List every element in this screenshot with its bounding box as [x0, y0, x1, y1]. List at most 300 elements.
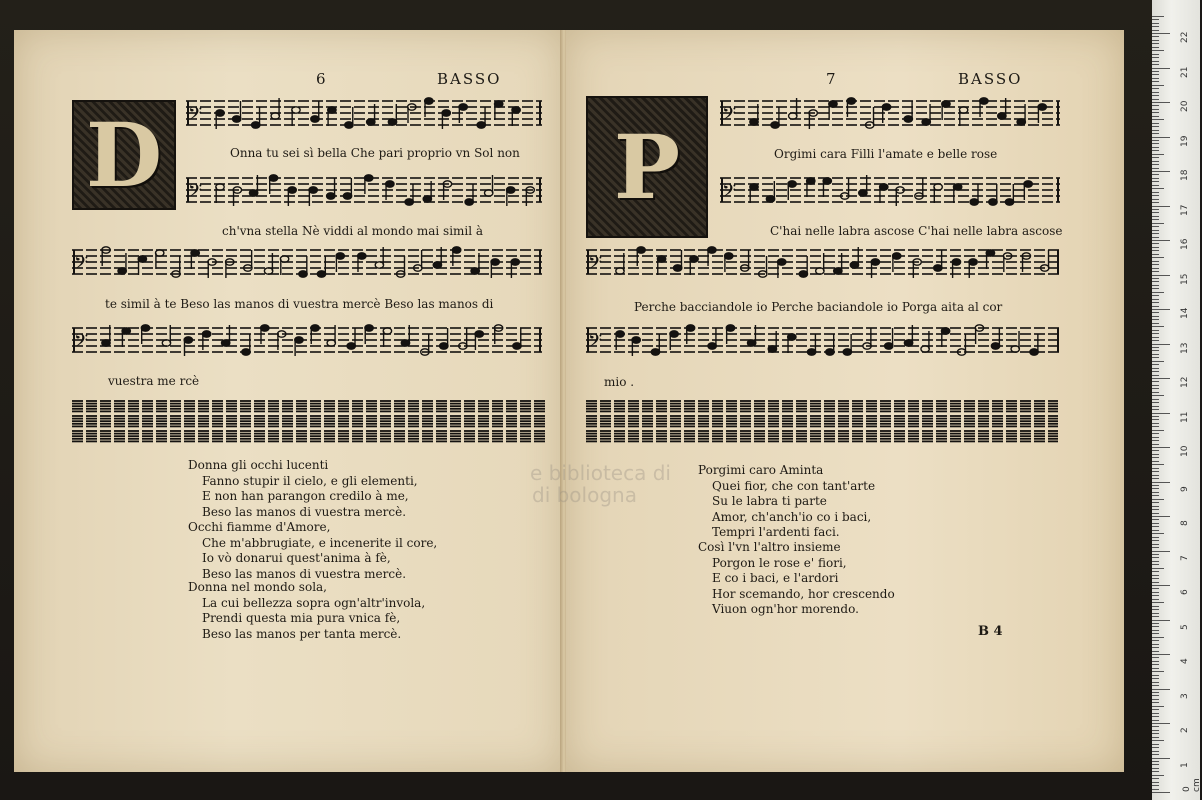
ruler-tick — [1152, 254, 1159, 255]
note-head — [725, 253, 733, 259]
ruler-tick — [1152, 602, 1164, 603]
ruler-tick — [1152, 592, 1159, 593]
ruler-tick — [1152, 595, 1159, 596]
clef-icon: 𝄢 — [74, 331, 89, 356]
ruler-tick — [1152, 388, 1159, 389]
note-head — [425, 98, 433, 104]
right-lyric-3: Perche bacciandole io Perche baciandole io Porga aita al cor — [634, 300, 1003, 314]
note-head — [1038, 104, 1046, 110]
ruler-tick — [1152, 81, 1159, 82]
note-head — [343, 193, 351, 199]
note-head — [242, 349, 250, 355]
ruler-tick — [1152, 250, 1159, 251]
ruler-tick — [1152, 716, 1159, 717]
note-head — [475, 331, 483, 337]
right-staff-1 — [720, 93, 1060, 141]
ruler-tick — [1152, 306, 1159, 307]
ruler-tick — [1152, 778, 1159, 779]
ruler-tick — [1152, 326, 1164, 327]
ruler-tick — [1152, 530, 1159, 531]
note-head — [269, 175, 277, 181]
note-head — [328, 107, 336, 113]
left-blank-staff — [72, 397, 548, 443]
note-head — [885, 343, 893, 349]
note-head — [216, 110, 224, 116]
note-head — [969, 259, 977, 265]
note-head — [288, 187, 296, 193]
ruler-tick — [1152, 61, 1159, 62]
ruler-tick — [1152, 78, 1159, 79]
ruler-tick — [1152, 747, 1159, 748]
ruler-tick — [1152, 733, 1159, 734]
note-head — [799, 271, 807, 277]
ruler-tick — [1152, 123, 1159, 124]
watermark-line: e biblioteca di — [530, 461, 671, 485]
note-head — [375, 262, 383, 268]
note-head — [673, 265, 681, 271]
note-head — [750, 184, 758, 190]
ruler-tick — [1152, 133, 1159, 134]
note-head — [657, 256, 665, 262]
right-initial-letter: P — [613, 115, 681, 219]
ruler-tick — [1152, 188, 1164, 189]
ruler-tick — [1152, 64, 1159, 65]
ruler-tick — [1152, 516, 1170, 517]
note-head — [118, 268, 126, 274]
note-head — [708, 247, 716, 253]
ruler-tick — [1152, 419, 1159, 420]
ruler-tick — [1152, 381, 1159, 382]
ruler-tick — [1152, 168, 1159, 169]
ruler-tick — [1152, 23, 1159, 24]
note-head — [511, 259, 519, 265]
ruler-tick — [1152, 751, 1159, 752]
ruler-tick — [1152, 620, 1170, 621]
ruler-tick — [1152, 47, 1159, 48]
note-head — [506, 187, 514, 193]
note-head — [459, 104, 467, 110]
ruler-tick — [1152, 409, 1159, 410]
ruler-label: 4 — [1180, 658, 1190, 664]
ruler-tick — [1152, 764, 1159, 765]
clef-icon: 𝄢 — [588, 253, 603, 278]
note-head — [386, 181, 394, 187]
right-page-number: 7 — [826, 70, 838, 88]
ruler-tick — [1152, 281, 1159, 282]
note-head — [317, 271, 325, 277]
note-head — [991, 343, 999, 349]
ruler-tick — [1152, 502, 1159, 503]
ruler-tick — [1152, 36, 1159, 37]
verse-line: Beso las manos per tanta mercè. — [202, 626, 402, 641]
note-head — [347, 343, 355, 349]
ruler-tick — [1152, 185, 1159, 186]
ruler-tick — [1152, 299, 1159, 300]
note-head — [807, 349, 815, 355]
ruler-tick — [1152, 447, 1170, 448]
ruler-tick — [1152, 682, 1159, 683]
note-head — [871, 259, 879, 265]
ruler-tick — [1152, 74, 1159, 75]
note-head — [1005, 199, 1013, 205]
right-initial-ornament — [586, 96, 708, 238]
ruler-tick — [1152, 640, 1159, 641]
ruler-tick — [1152, 702, 1159, 703]
ruler-tick — [1152, 237, 1159, 238]
ruler-tick — [1152, 585, 1170, 586]
ruler-tick — [1152, 706, 1164, 707]
note-head — [952, 259, 960, 265]
ruler-tick — [1152, 644, 1159, 645]
verse-line: Donna gli occhi lucenti — [188, 458, 329, 472]
ruler-tick — [1152, 492, 1159, 493]
note-head — [882, 104, 890, 110]
ruler-label: 8 — [1180, 520, 1190, 526]
ruler-tick — [1152, 330, 1159, 331]
note-head — [309, 187, 317, 193]
ruler-label: 3 — [1180, 692, 1190, 699]
ruler-tick — [1152, 174, 1159, 175]
ruler-tick — [1152, 399, 1159, 400]
ruler-tick — [1152, 278, 1159, 279]
ruler-tick — [1152, 233, 1159, 234]
ruler-label: 18 — [1180, 169, 1190, 181]
ruler-tick — [1152, 43, 1159, 44]
note-head — [477, 122, 485, 128]
ruler-tick — [1152, 285, 1159, 286]
verse-line: E co i baci, e l'ardori — [712, 571, 839, 585]
ruler-tick — [1152, 740, 1164, 741]
note-head — [747, 340, 755, 346]
right-blank-staff — [586, 397, 1058, 443]
note-head — [471, 268, 479, 274]
ruler-tick — [1152, 482, 1170, 483]
ruler-tick — [1152, 402, 1159, 403]
ruler-tick — [1152, 709, 1159, 710]
ruler-label: 16 — [1180, 238, 1190, 250]
note-head — [941, 328, 949, 334]
ruler-tick — [1152, 275, 1170, 276]
ruler-tick — [1152, 230, 1159, 231]
ruler-label: 2 — [1180, 727, 1190, 733]
verse-line: Tempri l'ardenti faci. — [712, 525, 840, 539]
note-head — [232, 116, 240, 122]
note-head — [778, 259, 786, 265]
verse-line: E non han parangon credilo à me, — [202, 489, 409, 503]
note-head — [651, 349, 659, 355]
left-lyric-1: Onna tu sei sì bella Che pari proprio vn Sol non — [230, 146, 520, 160]
note-head — [768, 346, 776, 352]
ruler-tick — [1152, 295, 1159, 296]
note-head — [292, 107, 300, 113]
right-stanza-1 — [698, 463, 875, 541]
ruler-tick — [1152, 578, 1159, 579]
ruler-tick — [1152, 192, 1159, 193]
note-head — [452, 247, 460, 253]
ruler-tick — [1152, 726, 1159, 727]
note-head — [311, 116, 319, 122]
note-head — [823, 178, 831, 184]
ruler-tick — [1152, 792, 1170, 793]
ruler-tick — [1152, 354, 1159, 355]
ruler-label: 12 — [1180, 376, 1190, 388]
ruler-tick — [1152, 219, 1159, 220]
left-staff-1 — [186, 93, 542, 141]
ruler-tick — [1152, 544, 1159, 545]
ruler-tick — [1152, 571, 1159, 572]
ruler-label: 21 — [1180, 66, 1190, 78]
ruler-tick — [1152, 157, 1159, 158]
ruler-tick — [1152, 368, 1159, 369]
ruler-tick — [1152, 99, 1159, 100]
ruler-tick — [1152, 626, 1159, 627]
note-head — [122, 328, 130, 334]
ruler-tick — [1152, 668, 1159, 669]
note-head — [261, 325, 269, 331]
ruler-tick — [1152, 423, 1159, 424]
ruler-tick — [1152, 713, 1159, 714]
verse-line: Hor scemando, hor crescendo — [712, 586, 895, 601]
ruler-tick — [1152, 506, 1159, 507]
note-head — [726, 325, 734, 331]
ruler-tick — [1152, 613, 1159, 614]
note-head — [345, 122, 353, 128]
ruler-tick — [1152, 95, 1159, 96]
ruler-tick — [1152, 523, 1159, 524]
ruler-tick — [1152, 630, 1159, 631]
ruler-tick — [1152, 782, 1159, 783]
ruler-tick — [1152, 416, 1159, 417]
ruler-tick — [1152, 261, 1159, 262]
ruler-tick — [1152, 240, 1170, 241]
ruler-tick — [1152, 340, 1159, 341]
ruler-tick — [1152, 657, 1159, 658]
ruler-tick — [1152, 450, 1159, 451]
right-staff-2 — [720, 170, 1060, 218]
ruler-tick — [1152, 533, 1164, 534]
ruler-tick — [1152, 623, 1159, 624]
verse-line: Porgimi caro Aminta — [698, 463, 824, 477]
ruler-tick — [1152, 771, 1159, 772]
note-head — [970, 199, 978, 205]
ruler-tick — [1152, 475, 1159, 476]
right-stanza-2 — [698, 540, 895, 618]
ruler-tick — [1152, 109, 1159, 110]
left-staff-3 — [72, 242, 542, 290]
ruler-tick — [1152, 264, 1159, 265]
note-head — [859, 190, 867, 196]
note-head — [221, 340, 229, 346]
ruler-tick — [1152, 599, 1159, 600]
note-head — [358, 253, 366, 259]
clef-icon: 𝄢 — [188, 181, 203, 206]
verse-line: Amor, ch'anch'io co i baci, — [712, 509, 872, 524]
ruler-tick — [1152, 181, 1159, 182]
ruler-tick — [1152, 206, 1170, 207]
verse-line: Prendi questa mia pura vnica fè, — [202, 611, 401, 625]
ruler-tick — [1152, 509, 1159, 510]
watermark-line: di bologna — [532, 483, 637, 507]
ruler-tick — [1152, 664, 1159, 665]
ruler-label: 6 — [1180, 589, 1190, 595]
note-head — [788, 334, 796, 340]
note-head — [440, 343, 448, 349]
note-head — [191, 250, 199, 256]
note-head — [465, 199, 473, 205]
note-head — [513, 343, 521, 349]
ruler-tick — [1152, 164, 1159, 165]
clef-icon: 𝄢 — [722, 104, 737, 129]
left-page-voice: BASSO — [437, 70, 502, 88]
ruler-tick — [1152, 88, 1159, 89]
note-head — [847, 98, 855, 104]
ruler-tick — [1152, 92, 1159, 93]
ruler-tick — [1152, 271, 1159, 272]
ruler-tick — [1152, 519, 1159, 520]
note-head — [989, 199, 997, 205]
ruler-label: 20 — [1180, 100, 1190, 112]
ruler-label: 22 — [1180, 31, 1190, 43]
note-head — [423, 196, 431, 202]
note-head — [336, 253, 344, 259]
note-head — [1024, 181, 1032, 187]
ruler-label: 15 — [1180, 273, 1190, 285]
ruler-tick — [1152, 333, 1159, 334]
ruler-tick — [1152, 378, 1170, 379]
ruler-tick — [1152, 344, 1170, 345]
note-head — [184, 337, 192, 343]
ruler-tick — [1152, 637, 1164, 638]
ruler-tick — [1152, 540, 1159, 541]
ruler-tick — [1152, 537, 1159, 538]
ruler-tick — [1152, 312, 1159, 313]
note-head — [998, 113, 1006, 119]
ruler-tick — [1152, 50, 1164, 51]
note-head — [788, 181, 796, 187]
ruler-label: 10 — [1180, 445, 1190, 457]
ruler-tick — [1152, 471, 1159, 472]
verse-line: Io vò donarui quest'anima à fè, — [202, 551, 391, 565]
ruler-tick — [1152, 357, 1159, 358]
ruler-tick — [1152, 775, 1164, 776]
ruler-tick — [1152, 695, 1159, 696]
ruler-tick — [1152, 350, 1159, 351]
clef-icon: 𝄢 — [722, 181, 737, 206]
ruler-tick — [1152, 495, 1159, 496]
ruler-tick — [1152, 454, 1159, 455]
ruler-tick — [1152, 385, 1159, 386]
note-head — [401, 340, 409, 346]
left-stanza-3 — [188, 580, 425, 642]
ruler-tick — [1152, 178, 1159, 179]
right-lyric-1: Orgimi cara Filli l'amate e belle rose — [774, 147, 998, 161]
ruler-tick — [1152, 130, 1159, 131]
ruler-tick — [1152, 364, 1159, 365]
ruler-tick — [1152, 720, 1159, 721]
ruler-tick — [1152, 606, 1159, 607]
ruler-label: 19 — [1180, 135, 1190, 147]
note-head — [690, 256, 698, 262]
note-head — [771, 122, 779, 128]
ruler-tick — [1152, 499, 1164, 500]
note-head — [980, 98, 988, 104]
ruler-label: 9 — [1180, 485, 1190, 492]
ruler-tick — [1152, 654, 1170, 655]
ruler-tick — [1152, 30, 1159, 31]
note-head — [299, 271, 307, 277]
ruler-tick — [1152, 789, 1159, 790]
note-head — [512, 107, 520, 113]
ruler-tick — [1152, 212, 1159, 213]
note-head — [843, 349, 851, 355]
clef-icon: 𝄢 — [588, 331, 603, 356]
note-head — [829, 101, 837, 107]
left-stanza-2 — [188, 520, 437, 582]
note-head — [826, 349, 834, 355]
ruler-tick — [1152, 302, 1159, 303]
note-head — [365, 325, 373, 331]
note-head — [102, 340, 110, 346]
ruler-tick — [1152, 768, 1159, 769]
ruler-tick — [1152, 337, 1159, 338]
ruler-tick — [1152, 547, 1159, 548]
ruler-tick — [1152, 699, 1159, 700]
note-head — [252, 122, 260, 128]
note-head — [327, 193, 335, 199]
ruler-tick — [1152, 413, 1170, 414]
note-head — [807, 178, 815, 184]
left-initial-ornament — [72, 100, 176, 210]
ruler-tick — [1152, 105, 1159, 106]
verse-line: Che m'abbrugiate, e incenerite il core, — [202, 535, 438, 550]
ruler-tick — [1152, 71, 1159, 72]
note-head — [904, 340, 912, 346]
ruler-tick — [1152, 137, 1170, 138]
ruler-tick — [1152, 319, 1159, 320]
measurement-ruler — [1152, 0, 1200, 800]
ruler-tick — [1152, 513, 1159, 514]
ruler-tick — [1152, 478, 1159, 479]
verse-line: Viuon ogn'hor morendo. — [712, 602, 859, 616]
ruler-tick — [1152, 150, 1159, 151]
left-staff-4 — [72, 320, 542, 368]
ruler-tick — [1152, 26, 1159, 27]
note-head — [904, 116, 912, 122]
note-head — [922, 119, 930, 125]
note-head — [850, 262, 858, 268]
note-head — [249, 190, 257, 196]
note-head — [202, 331, 210, 337]
note-head — [295, 337, 303, 343]
note-head — [442, 110, 450, 116]
ruler-tick — [1152, 19, 1159, 20]
verse-line: Donna nel mondo sola, — [188, 580, 327, 594]
note-head — [637, 247, 645, 253]
note-head — [942, 101, 950, 107]
note-head — [1030, 349, 1038, 355]
ruler-tick — [1152, 147, 1159, 148]
ruler-tick — [1152, 444, 1159, 445]
right-lyric-2: C'hai nelle labra ascose C'hai nelle labra ascose — [770, 224, 1063, 238]
note-head — [686, 325, 694, 331]
ruler-tick — [1152, 689, 1170, 690]
ruler-tick — [1152, 485, 1159, 486]
ruler-tick — [1152, 361, 1164, 362]
note-head — [494, 101, 502, 107]
ruler-tick — [1152, 433, 1159, 434]
verse-line: Fanno stupir il cielo, e gli elementi, — [202, 473, 418, 488]
left-lyric-2: ch'vna stella Nè viddi al mondo mai simil à — [222, 224, 484, 238]
